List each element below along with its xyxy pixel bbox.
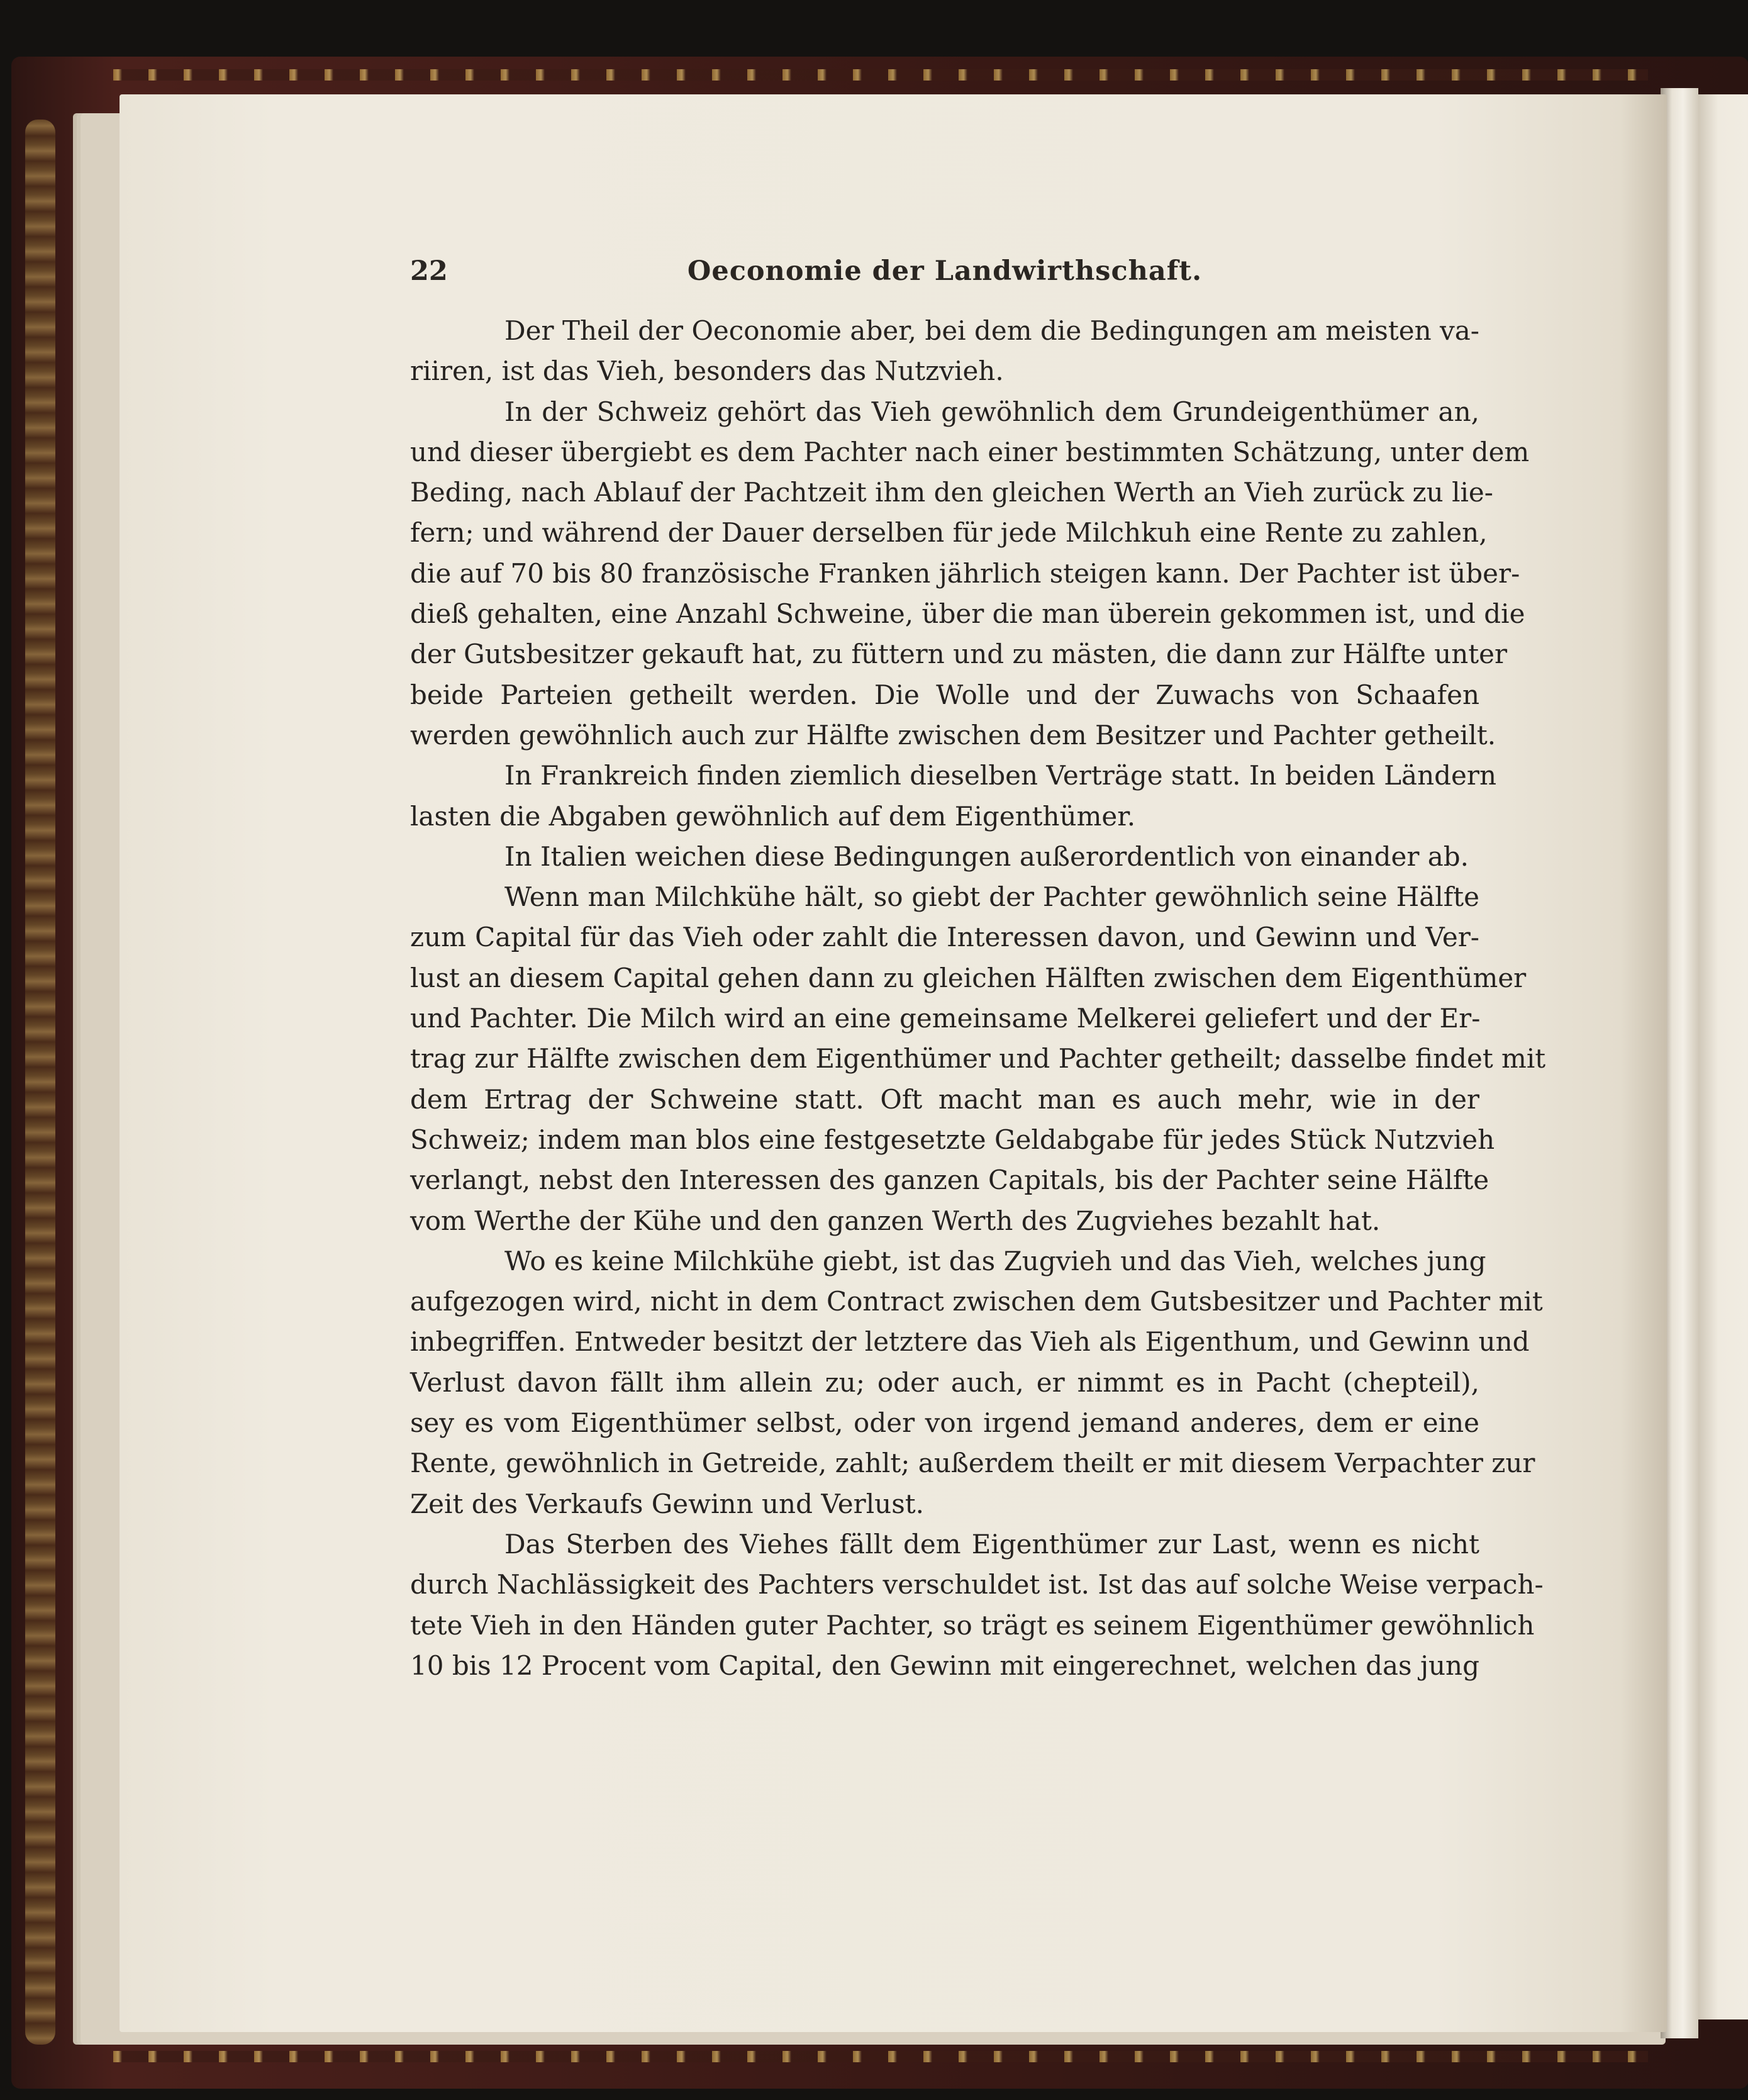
text-line: durch Nachlässigkeit des Pachters verschuldet ist. Ist das auf solche Weise verpach- — [410, 1569, 1544, 1600]
running-head: Oeconomie der Landwirthschaft. — [687, 255, 1203, 287]
facing-page-edge — [1698, 94, 1748, 2019]
text-line: Verlust davon fällt ihm allein zu; oder auch, er nimmt es in Pacht (chepteil), — [410, 1366, 1479, 1398]
text-line: In der Schweiz gehört das Vieh gewöhnlich dem Grundeigenthümer an, — [504, 396, 1479, 427]
text-line: zum Capital für das Vieh oder zahlt die Interessen davon, und Gewinn und Ver- — [410, 922, 1479, 953]
text-line: In Italien weichen diese Bedingungen außerordentlich von einander ab. — [504, 841, 1469, 872]
text-line: riiren, ist das Vieh, besonders das Nutzvieh. — [410, 355, 1004, 387]
text-line: dieß gehalten, eine Anzahl Schweine, über die man überein gekommen ist, und die — [410, 598, 1525, 630]
text-line: aufgezogen wird, nicht in dem Contract zwischen dem Gutsbesitzer und Pachter mit — [410, 1286, 1543, 1317]
text-line: Wo es keine Milchkühe giebt, ist das Zugvieh und das Vieh, welches jung — [504, 1245, 1486, 1276]
page-header — [410, 255, 1479, 293]
text-line: vom Werthe der Kühe und den ganzen Werth des Zugviehes bezahlt hat. — [410, 1205, 1381, 1236]
text-line: und dieser übergiebt es dem Pachter nach einer bestimmten Schätzung, unter dem — [410, 436, 1530, 467]
text-line: Der Theil der Oeconomie aber, bei dem die Bedingungen am meisten va- — [504, 315, 1479, 346]
text-line: Beding, nach Ablauf der Pachtzeit ihm den gleichen Werth an Vieh zurück zu lie- — [410, 477, 1493, 508]
text-line: der Gutsbesitzer gekauft hat, zu füttern und zu mästen, die dann zur Hälfte unter — [410, 639, 1508, 670]
text-line: 10 bis 12 Procent vom Capital, den Gewinn mit eingerechnet, welchen das jung — [410, 1650, 1479, 1681]
gilt-border-bottom — [113, 2051, 1648, 2062]
text-line: lasten die Abgaben gewöhnlich auf dem Eigenthümer. — [410, 800, 1136, 832]
text-line: beide Parteien getheilt werden. Die Wolle und der Zuwachs von Schaafen — [410, 679, 1479, 710]
text-line: die auf 70 bis 80 französische Franken jährlich steigen kann. Der Pachter ist über- — [410, 557, 1520, 589]
text-line: Rente, gewöhnlich in Getreide, zahlt; außerdem theilt er mit diesem Verpachter zur — [410, 1448, 1535, 1479]
body-text — [410, 311, 1546, 1686]
text-line: lust an diesem Capital gehen dann zu gleichen Hälften zwischen dem Eigenthümer — [410, 962, 1527, 993]
text-line: und Pachter. Die Milch wird an eine gemeinsame Melkerei geliefert und der Er- — [410, 1003, 1481, 1034]
text-line: Schweiz; indem man blos eine festgesetzte Geldabgabe für jedes Stück Nutzvieh — [410, 1124, 1495, 1155]
text-line: Das Sterben des Viehes fällt dem Eigenthümer zur Last, wenn es nicht — [504, 1528, 1479, 1560]
text-line: In Frankreich finden ziemlich dieselben Verträge statt. In beiden Ländern — [504, 760, 1497, 791]
gilt-border-top — [113, 69, 1648, 81]
text-line: verlangt, nebst den Interessen des ganzen Capitals, bis der Pachter seine Hälfte — [410, 1164, 1489, 1196]
page-number: 22 — [410, 255, 448, 287]
text-line: inbegriffen. Entweder besitzt der letztere das Vieh als Eigenthum, und Gewinn und — [410, 1326, 1530, 1358]
text-line: trag zur Hälfte zwischen dem Eigenthümer und Pachter getheilt; dasselbe findet mit — [410, 1043, 1546, 1075]
text-line: tete Vieh in den Händen guter Pachter, so trägt es seinem Eigenthümer gewöhnlich — [410, 1609, 1535, 1641]
text-line: werden gewöhnlich auch zur Hälfte zwischen dem Besitzer und Pachter getheilt. — [410, 719, 1496, 751]
text-line: sey es vom Eigenthümer selbst, oder von irgend jemand anderes, dem er eine — [410, 1407, 1479, 1439]
gilt-border-left — [25, 120, 55, 2045]
text-line: Wenn man Milchkühe hält, so giebt der Pachter gewöhnlich seine Hälfte — [504, 881, 1479, 913]
text-line: fern; und während der Dauer derselben für jede Milchkuh eine Rente zu zahlen, — [410, 517, 1488, 549]
text-line: dem Ertrag der Schweine statt. Oft macht man es auch mehr, wie in der — [410, 1083, 1479, 1115]
text-line: Zeit des Verkaufs Gewinn und Verlust. — [410, 1488, 924, 1519]
